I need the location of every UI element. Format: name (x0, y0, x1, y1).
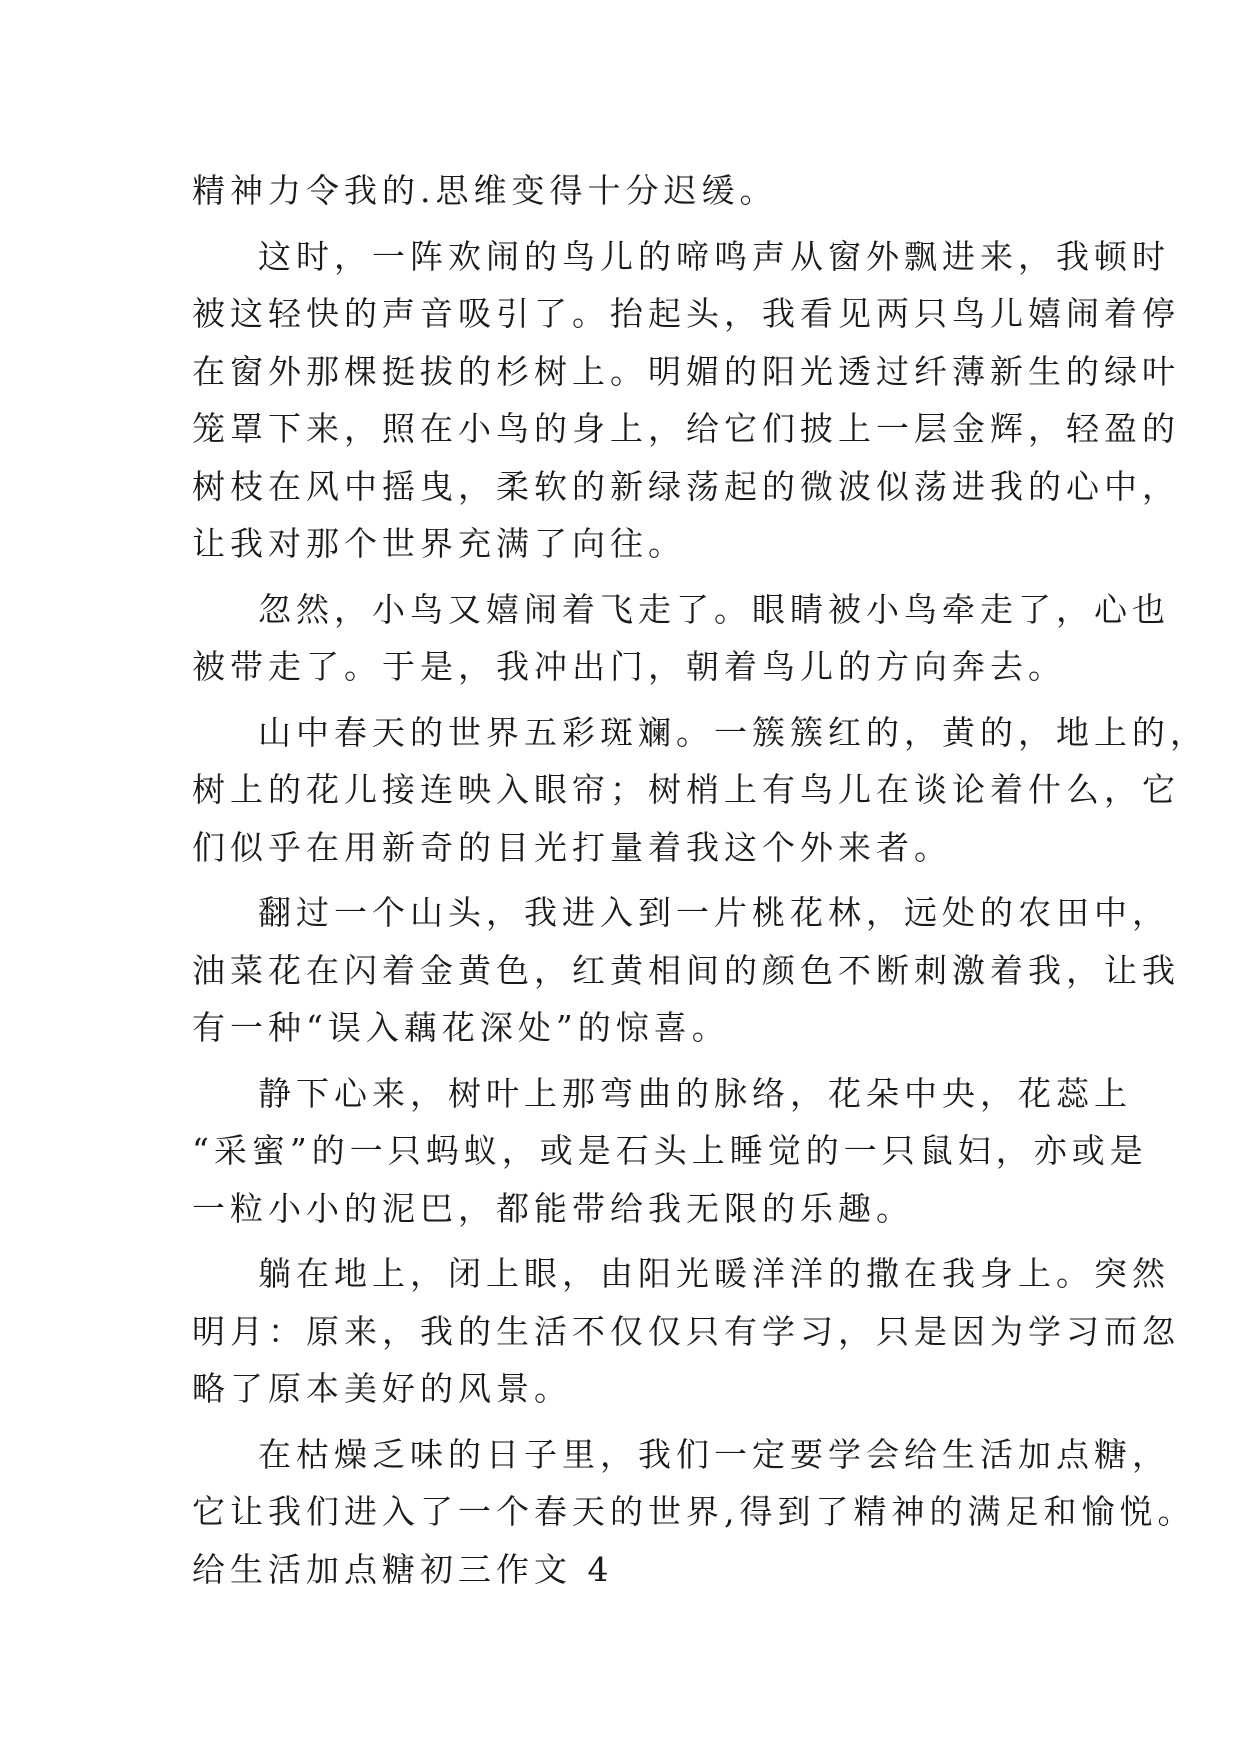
text-line: 被带走了。于是，我冲出门，朝着鸟儿的方向奔去。 (192, 647, 1066, 686)
text-line: 树上的花儿接连映入眼帘；树梢上有鸟儿在谈论着什么，它 (192, 770, 1180, 809)
section-heading: 给生活加点糖初三作文 4 (192, 1549, 614, 1589)
text-line: 躺在地上，闭上眼，由阳光暖洋洋的撒在我身上。突然 (258, 1254, 1170, 1293)
text-line: 明月：原来，我的生活不仅仅只有学习，只是因为学习而忽 (192, 1311, 1180, 1351)
text-line: 笼罩下来，照在小鸟的身上，给它们披上一层金辉，轻盈的 (192, 409, 1180, 448)
text-line: 忽然，小鸟又嬉闹着飞走了。眼睛被小鸟牵走了，心也 (258, 589, 1170, 629)
text-line: 油菜花在闪着金黄色，红黄相间的颜色不断刺激着我，让我 (192, 950, 1180, 990)
text-line: 山中春天的世界五彩斑斓。一簇簇红的，黄的，地上的， (258, 712, 1208, 752)
text-line: 精神力令我的.思维变得十分迟缓。 (192, 171, 778, 210)
text-line: 略了原本美好的风景。 (192, 1369, 572, 1408)
text-line: 它让我们进入了一个春天的世界,得到了精神的满足和愉悦。 (192, 1492, 1196, 1531)
text-line: 翻过一个山头，我进入到一片桃花林，远处的农田中， (258, 893, 1170, 932)
text-line: “采蜜”的一只蚂蚁，或是石头上睡觉的一只鼠妇，亦或是 (192, 1131, 1148, 1170)
text-line: 这时，一阵欢闹的鸟儿的啼鸣声从窗外飘进来，我顿时 (258, 236, 1170, 276)
essay-body (192, 162, 1208, 1598)
text-line: 树枝在风中摇曳，柔软的新绿荡起的微波似荡进我的心中， (192, 466, 1180, 506)
text-line: 让我对那个世界充满了向往。 (192, 524, 686, 563)
text-line: 在枯燥乏味的日子里，我们一定要学会给生活加点糖， (258, 1434, 1170, 1474)
text-line: 在窗外那棵挺拔的杉树上。明媚的阳光透过纤薄新生的绿叶 (192, 351, 1180, 391)
text-line: 们似乎在用新奇的目光打量着我这个外来者。 (192, 827, 952, 867)
text-line: 一粒小小的泥巴，都能带给我无限的乐趣。 (192, 1188, 914, 1228)
text-line: 静下心来，树叶上那弯曲的脉络，花朵中央，花蕊上 (258, 1073, 1132, 1113)
text-line: 被这轻快的声音吸引了。抬起头，我看见两只鸟儿嬉闹着停 (192, 294, 1180, 333)
text-line: 有一种“误入藕花深处”的惊喜。 (192, 1008, 730, 1047)
